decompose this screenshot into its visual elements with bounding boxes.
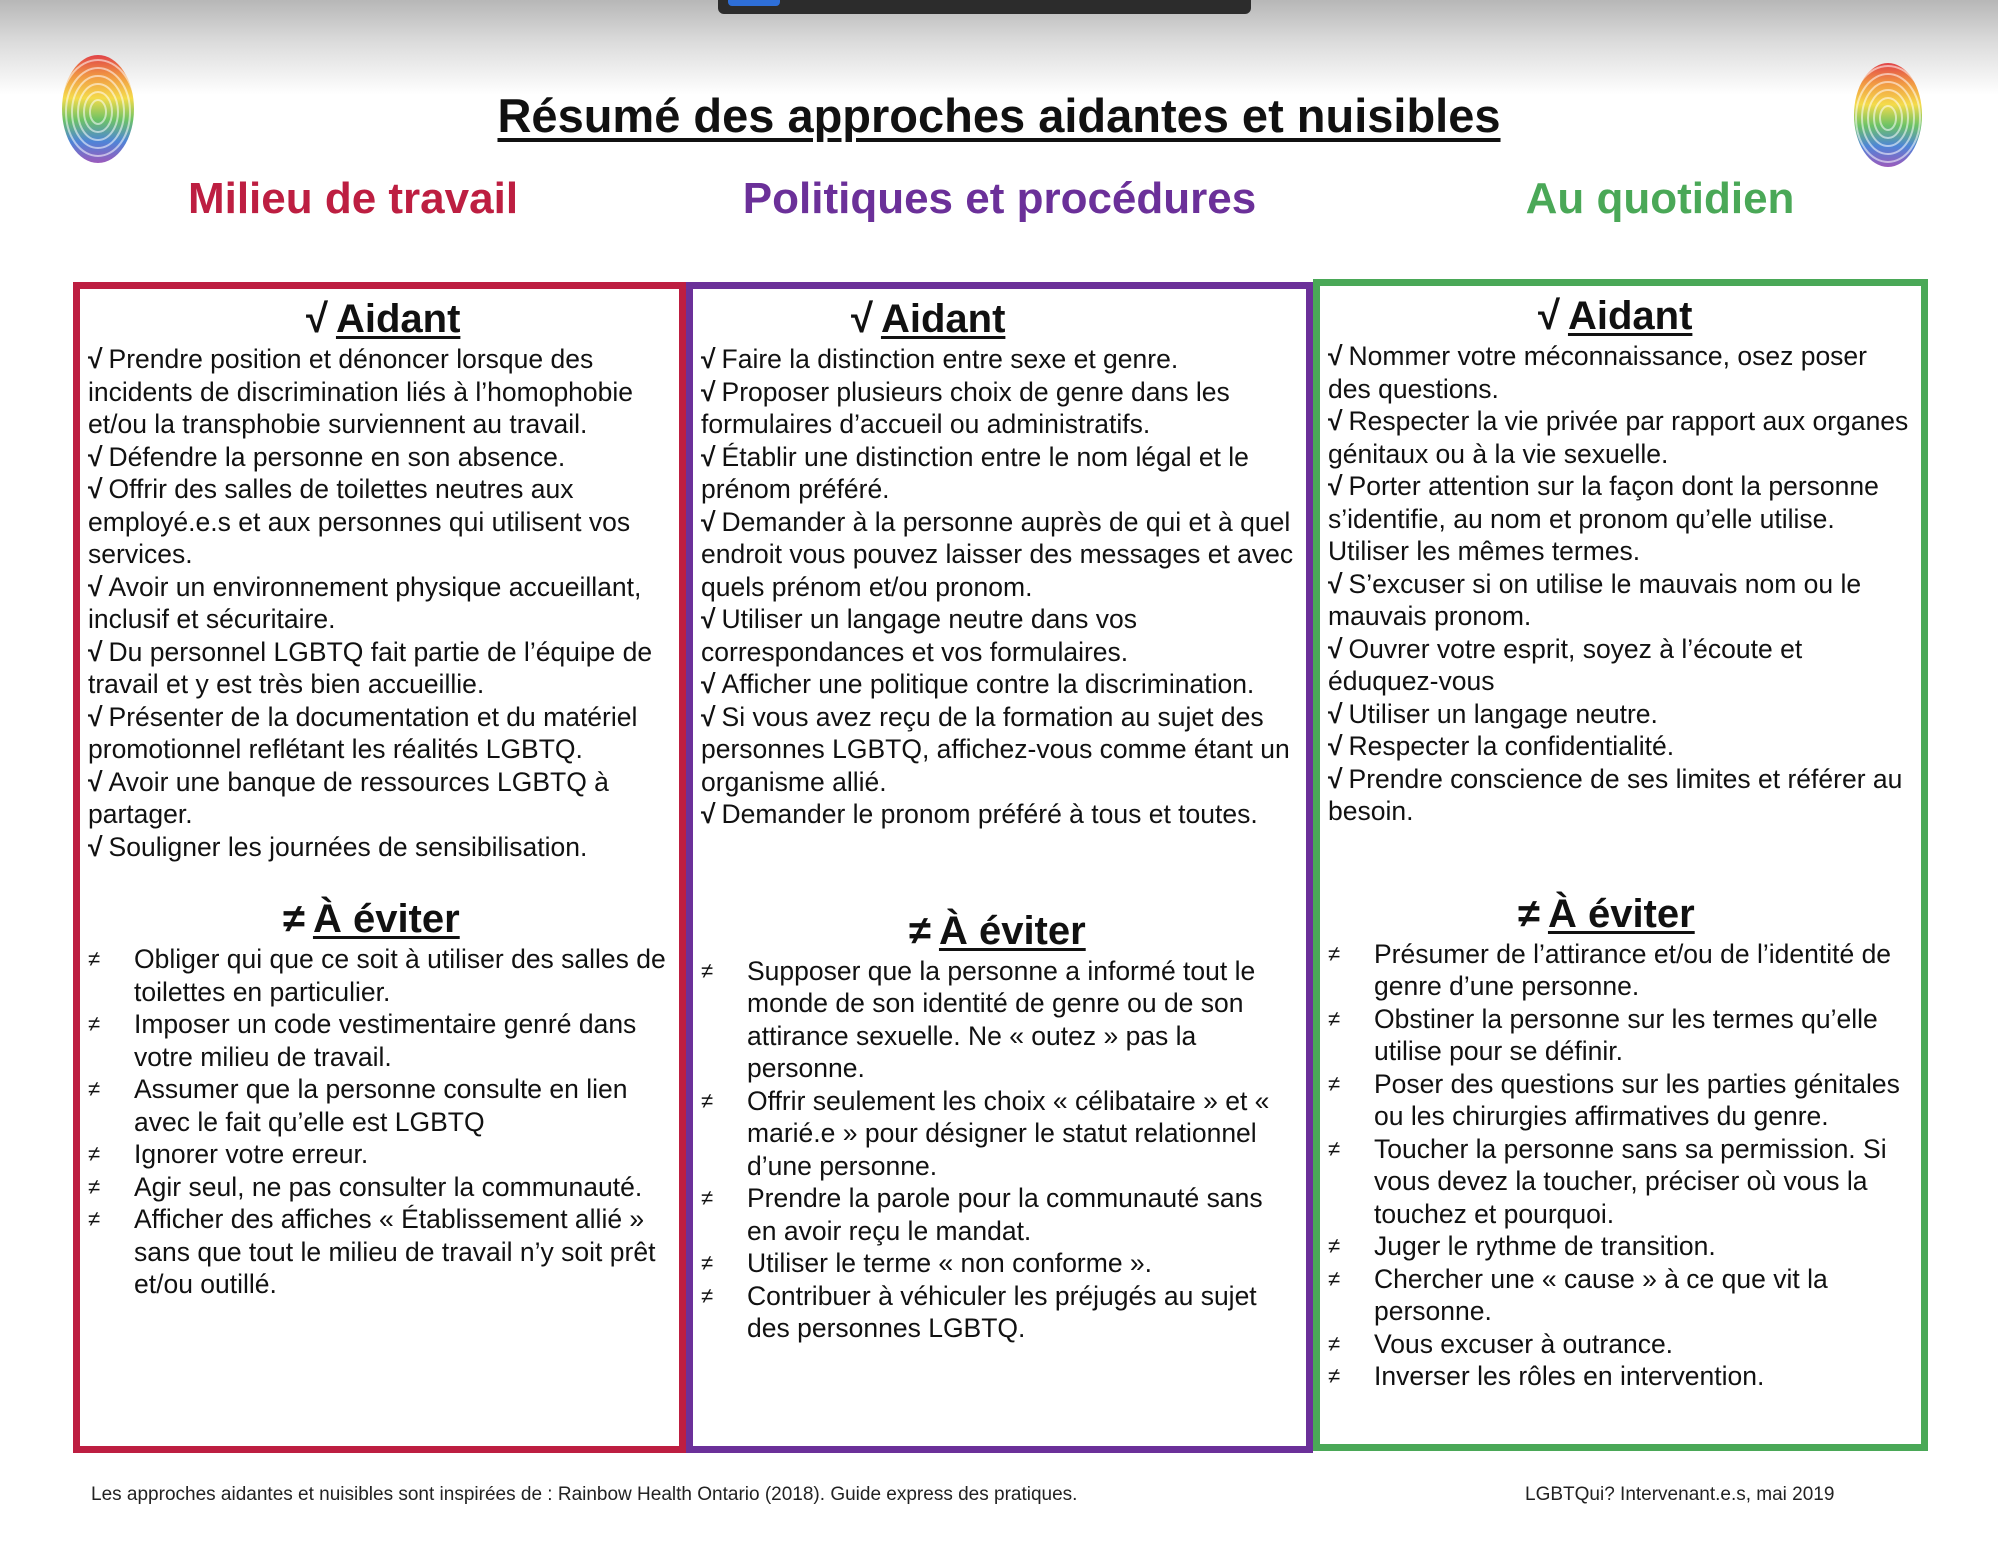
column-heading-workplace: Milieu de travail — [187, 174, 519, 223]
list-item — [1328, 1263, 1909, 1328]
not-equal-icon: ≠ — [701, 957, 714, 983]
list-item-text: Utiliser un langage neutre. — [1348, 698, 1658, 729]
list-item-text: Afficher des affiches « Établissement allié » sans que tout le milieu de travail n’y soit prêt et/ou outillé. — [134, 1204, 656, 1299]
not-equal-icon: ≠ — [88, 1141, 101, 1166]
check-icon: √ — [88, 636, 103, 667]
list-item — [88, 473, 667, 571]
avoid-heading-label: À éviter — [312, 897, 460, 941]
list-item — [701, 1280, 1294, 1345]
list-item — [1328, 633, 1909, 698]
not-equal-icon: ≠ — [1328, 1330, 1341, 1356]
list-item-text: Si vous avez reçu de la formation au sujet des personnes LGBTQ, affichez-vous comme étant un organisme allié. — [701, 701, 1290, 797]
check-icon: √ — [701, 701, 716, 732]
list-item-text: Offrir seulement les choix « célibataire » et « marié.e » pour désigner le statut relationnel d’une personne. — [747, 1085, 1270, 1181]
list-item-text: Proposer plusieurs choix de genre dans les formulaires d’accueil ou administratifs. — [701, 376, 1230, 439]
not-equal-icon: ≠ — [1328, 1070, 1341, 1096]
list-item-text: Toucher la personne sans sa permission. Si vous devez la toucher, préciser où vous la touchez et pourquoi. — [1374, 1133, 1887, 1229]
column-heading-policies: Politiques et procédures — [742, 174, 1257, 223]
column-heading-daily: Au quotidien — [1525, 174, 1795, 223]
list-item — [1328, 470, 1909, 568]
not-equal-icon: ≠ — [88, 946, 101, 971]
list-item — [701, 798, 1294, 831]
list-item-text: Contribuer à véhiculer les préjugés au sujet des personnes LGBTQ. — [747, 1280, 1257, 1343]
list-item — [1328, 1230, 1909, 1263]
list-item-text: Prendre conscience de ses limites et référer au besoin. — [1328, 763, 1903, 826]
list-item-text: Utiliser le terme « non conforme ». — [747, 1248, 1153, 1278]
list-item — [701, 343, 1294, 376]
not-equal-icon: ≠ — [701, 1282, 714, 1308]
list-item-text: Agir seul, ne pas consulter la communauté. — [134, 1171, 643, 1202]
check-icon: √ — [1328, 633, 1343, 664]
list-item-text: Ouvrer votre esprit, soyez à l’écoute et éduquez-vous — [1328, 633, 1803, 696]
check-icon: √ — [1328, 731, 1343, 761]
list-item-text: Obliger qui que ce soit à utiliser des salles de toilettes en particulier. — [134, 944, 666, 1007]
list-item — [88, 343, 667, 441]
helpful-heading-label: Aidant — [335, 297, 461, 341]
list-item — [88, 1203, 667, 1301]
list-item — [701, 376, 1294, 441]
avoid-list — [88, 943, 667, 1301]
check-icon: √ — [88, 571, 103, 602]
list-item-text: Respecter la confidentialité. — [1348, 731, 1675, 761]
list-item-text: Vous excuser à outrance. — [1374, 1328, 1674, 1359]
helpful-heading — [701, 295, 1294, 343]
check-icon: √ — [1328, 341, 1343, 371]
window-toolbar[interactable] — [718, 0, 1251, 14]
check-icon: √ — [88, 344, 103, 374]
helpful-list — [1328, 340, 1909, 828]
avoid-list — [701, 955, 1294, 1345]
check-icon: √ — [88, 474, 103, 504]
check-icon: √ — [701, 376, 716, 407]
helpful-heading-label: Aidant — [880, 297, 1006, 341]
list-item-text: Souligner les journées de sensibilisation. — [108, 831, 588, 862]
list-item-text: Porter attention sur la façon dont la personne s’identifie, au nom et pronom qu’elle utilise. Utiliser les mêmes termes. — [1328, 471, 1879, 566]
list-item — [701, 603, 1294, 668]
list-item — [88, 701, 667, 766]
check-icon: √ — [701, 604, 716, 634]
not-equal-icon: ≠ — [701, 1250, 714, 1275]
list-item-text: Du personnel LGBTQ fait partie de l’équipe de travail et y est très bien accueillie. — [88, 636, 653, 699]
not-equal-icon: ≠ — [88, 1076, 101, 1101]
list-item — [701, 701, 1294, 799]
list-item-text: Inverser les rôles en intervention. — [1374, 1361, 1765, 1391]
check-icon: √ — [701, 799, 716, 829]
list-item — [1328, 340, 1909, 405]
page-title: Résumé des approches aidantes et nuisibles — [497, 89, 1501, 142]
list-item-text: Faire la distinction entre sexe et genre. — [721, 344, 1179, 374]
check-icon: √ — [88, 766, 103, 797]
list-item — [1328, 405, 1909, 470]
list-item-text: Obstiner la personne sur les termes qu’elle utilise pour se définir. — [1374, 1003, 1878, 1066]
list-item-text: Ignorer votre erreur. — [134, 1139, 369, 1169]
avoid-heading-label: À éviter — [938, 908, 1086, 953]
list-item-text: Avoir un environnement physique accueillant, inclusif et sécuritaire. — [88, 571, 642, 634]
list-item-text: Présenter de la documentation et du matériel promotionnel reflétant les réalités LGBTQ. — [88, 701, 638, 764]
not-equal-icon: ≠ — [909, 908, 931, 953]
check-icon: √ — [1328, 698, 1343, 729]
list-item-text: Chercher une « cause » à ce que vit la personne. — [1374, 1263, 1828, 1326]
workplace-panel — [73, 282, 686, 1453]
check-icon: √ — [1328, 471, 1343, 501]
not-equal-icon: ≠ — [701, 1087, 714, 1113]
list-item-text: Défendre la personne en son absence. — [108, 441, 566, 472]
list-item — [701, 668, 1294, 701]
check-icon: √ — [88, 831, 103, 862]
not-equal-icon: ≠ — [283, 897, 305, 941]
list-item — [88, 441, 667, 474]
list-item — [1328, 730, 1909, 763]
list-item — [1328, 1003, 1909, 1068]
not-equal-icon: ≠ — [1328, 1233, 1341, 1258]
list-item-text: Utiliser un langage neutre dans vos correspondances et vos formulaires. — [701, 604, 1137, 667]
check-icon: √ — [88, 701, 103, 732]
list-item-text: Présumer de l’attirance et/ou de l’identité de genre d’une personne. — [1374, 938, 1892, 1001]
list-item — [88, 943, 667, 1008]
list-item-text: Avoir une banque de ressources LGBTQ à partager. — [88, 766, 609, 829]
list-item-text: Afficher une politique contre la discrimination. — [721, 669, 1255, 699]
window-top-shade — [0, 0, 1998, 95]
avoid-list — [1328, 938, 1909, 1393]
list-item — [1328, 698, 1909, 731]
list-item — [701, 1182, 1294, 1247]
list-item — [701, 506, 1294, 604]
toolbar-active-indicator[interactable] — [728, 0, 780, 6]
list-item-text: Prendre la parole pour la communauté sans en avoir reçu le mandat. — [747, 1183, 1263, 1246]
list-item — [701, 1085, 1294, 1183]
list-item-text: Imposer un code vestimentaire genré dans votre milieu de travail. — [134, 1009, 637, 1072]
list-item — [88, 636, 667, 701]
check-icon: √ — [1328, 763, 1343, 794]
list-item — [701, 1247, 1294, 1280]
daily-panel — [1313, 279, 1928, 1451]
check-icon: √ — [701, 669, 716, 699]
list-item-text: Respecter la vie privée par rapport aux organes génitaux ou à la vie sexuelle. — [1328, 406, 1909, 469]
list-item — [1328, 1360, 1909, 1393]
helpful-list — [701, 343, 1294, 831]
not-equal-icon: ≠ — [88, 1173, 101, 1199]
helpful-heading-label: Aidant — [1567, 294, 1693, 338]
avoid-heading-label: À éviter — [1547, 891, 1695, 936]
check-icon: √ — [1538, 294, 1560, 338]
list-item-text: Demander à la personne auprès de qui et à quel endroit vous pouvez laisser des messages et avec quels prénom et/ou pronom. — [701, 506, 1294, 602]
check-icon: √ — [306, 297, 328, 341]
not-equal-icon: ≠ — [88, 1011, 101, 1036]
list-item-text: Poser des questions sur les parties génitales ou les chirurgies affirmatives du genre. — [1374, 1068, 1900, 1131]
not-equal-icon: ≠ — [1328, 1363, 1341, 1388]
check-icon: √ — [1328, 568, 1343, 599]
list-item-text: Juger le rythme de transition. — [1374, 1231, 1716, 1261]
footer-source: Les approches aidantes et nuisibles sont inspirées de : Rainbow Health Ontario (2018). Guide express des pratiques. — [91, 1484, 1078, 1505]
list-item — [1328, 568, 1909, 633]
list-item — [88, 571, 667, 636]
list-item — [88, 1171, 667, 1204]
list-item — [88, 1138, 667, 1171]
check-icon: √ — [88, 441, 103, 472]
not-equal-icon: ≠ — [1328, 1265, 1341, 1291]
list-item-text: Supposer que la personne a informé tout le monde de son identité de genre ou de son attirance sexuelle. Ne « outez » pas la personne. — [747, 955, 1256, 1083]
avoid-heading — [1328, 890, 1909, 938]
list-item — [701, 441, 1294, 506]
not-equal-icon: ≠ — [701, 1185, 714, 1210]
footer-credit: LGBTQui? Intervenant.e.s, mai 2019 — [1525, 1484, 1835, 1505]
policies-panel — [686, 282, 1313, 1453]
list-item-text: S’excuser si on utilise le mauvais nom ou le mauvais pronom. — [1328, 568, 1862, 631]
helpful-heading — [1328, 292, 1909, 340]
check-icon: √ — [701, 344, 716, 374]
list-item-text: Prendre position et dénoncer lorsque des incidents de discrimination liés à l’homophobie et/ou la transphobie surviennent au travail. — [88, 344, 634, 439]
list-item — [88, 1073, 667, 1138]
avoid-heading — [701, 907, 1294, 955]
list-item — [88, 831, 667, 864]
not-equal-icon: ≠ — [1328, 1005, 1341, 1031]
list-item — [88, 1008, 667, 1073]
list-item-text: Assumer que la personne consulte en lien avec le fait qu’elle est LGBTQ — [134, 1074, 628, 1137]
not-equal-icon: ≠ — [88, 1206, 101, 1231]
avoid-heading — [88, 895, 667, 943]
list-item — [1328, 763, 1909, 828]
list-item-text: Offrir des salles de toilettes neutres aux employé.e.s et aux personnes qui utilisent vos services. — [88, 474, 631, 569]
not-equal-icon: ≠ — [1328, 940, 1341, 966]
list-item — [701, 955, 1294, 1085]
check-icon: √ — [1328, 406, 1343, 436]
not-equal-icon: ≠ — [1328, 1135, 1341, 1161]
helpful-heading — [88, 295, 667, 343]
list-item — [1328, 1068, 1909, 1133]
helpful-list — [88, 343, 667, 863]
list-item-text: Demander le pronom préféré à tous et toutes. — [721, 799, 1258, 829]
not-equal-icon: ≠ — [1518, 891, 1540, 936]
list-item — [1328, 1328, 1909, 1361]
list-item-text: Nommer votre méconnaissance, osez poser des questions. — [1328, 341, 1867, 404]
check-icon: √ — [851, 297, 873, 341]
list-item-text: Établir une distinction entre le nom légal et le prénom préféré. — [701, 441, 1249, 504]
list-item — [1328, 938, 1909, 1003]
list-item — [1328, 1133, 1909, 1231]
check-icon: √ — [701, 506, 716, 537]
list-item — [88, 766, 667, 831]
check-icon: √ — [701, 441, 716, 472]
